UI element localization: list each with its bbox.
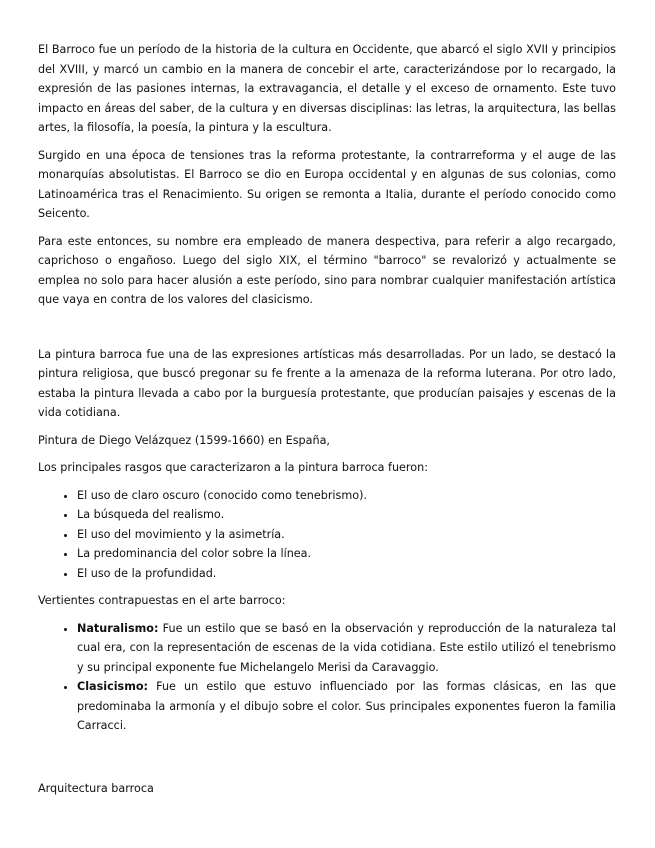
blank-space: [38, 318, 616, 345]
term-naturalismo: Naturalismo:: [77, 621, 159, 635]
paragraph-velazquez: Pintura de Diego Velázquez (1599-1660) en España,: [38, 433, 330, 447]
paragraph-barroco-nombre: Para este entonces, su nombre era empleado de manera despectiva, para referir a algo recargado, caprichoso o engañoso. Luego del siglo XIX, el término "barroco" se revalorizó y actualmente se emplea no solo para hacer alusión a este período, sino para nombrar cualquier manifestación artística que vaya en contra de los valores del clasicismo.: [38, 234, 616, 306]
heading-arquitectura-barroca: Arquitectura barroca: [38, 781, 154, 795]
paragraph-barroco-origen: Surgido en una época de tensiones tras la reforma protestante, la contrarreforma y el auge de las monarquías absolutistas. El Barroco se dio en Europa occidental y en algunas de sus colonias, como Latinoamérica tras el Renacimiento. Su origen se remonta a Italia, durante el período conocido como Seicento.: [38, 148, 616, 220]
description-naturalismo: Fue un estilo que se basó en la observación y reproducción de la naturaleza tal cual era, con la representación de escenas de la vida cotidiana. Este estilo utilizó el tenebrismo y su principal exponente fue Michelangelo Merisi da Caravaggio.: [77, 621, 616, 674]
list-item: • La búsqueda del realismo.: [77, 505, 616, 525]
blank-space: [38, 744, 616, 779]
document-page: [38, 40, 616, 806]
vertientes-list: [38, 619, 616, 736]
list-item: • La predominancia del color sobre la línea.: [77, 544, 616, 564]
description-clasicismo: Fue un estilo que estuvo influenciado por las formas clásicas, en las que predominaba la armonía y el dibujo sobre el color. Sus principales exponentes fueron la familia Carracci.: [77, 680, 616, 732]
paragraph-rasgos-intro: Los principales rasgos que caracterizaron a la pintura barroca fueron:: [38, 461, 428, 474]
term-clasicismo: Clasicismo:: [77, 680, 149, 693]
list-item: • El uso de claro oscuro (conocido como tenebrismo).: [77, 486, 616, 506]
paragraph-barroco-definicion: El Barroco fue un período de la historia de la cultura en Occidente, que abarcó el siglo XVII y principios del XVIII, y marcó un cambio en la manera de concebir el arte, caracterizándose por lo recargado, la expresión de las pasiones internas, la extravagancia, el detalle y el exceso de ornamento. Este tuvo impacto en áreas del saber, de la cultura y en diversas disciplinas: las letras, la arquitectura, las bellas artes, la filosofía, la poesía, la pintura y la escultura.: [38, 43, 616, 134]
list-item-naturalismo: [77, 619, 616, 678]
list-item-clasicismo: [77, 677, 616, 736]
paragraph-pintura-barroca: La pintura barroca fue una de las expresiones artísticas más desarrolladas. Por un lado, se destacó la pintura religiosa, que buscó pregonar su fe frente a la amenaza de la reforma luterana. Por otro lado, estaba la pintura llevada a cabo por la burguesía protestante, que producían paisajes y escenas de la vida cotidiana.: [38, 347, 616, 419]
list-item: • El uso de la profundidad.: [77, 564, 616, 584]
rasgos-list: [38, 486, 616, 584]
list-item: • El uso del movimiento y la asimetría.: [77, 525, 616, 545]
paragraph-vertientes-intro: Vertientes contrapuestas en el arte barroco:: [38, 594, 286, 607]
